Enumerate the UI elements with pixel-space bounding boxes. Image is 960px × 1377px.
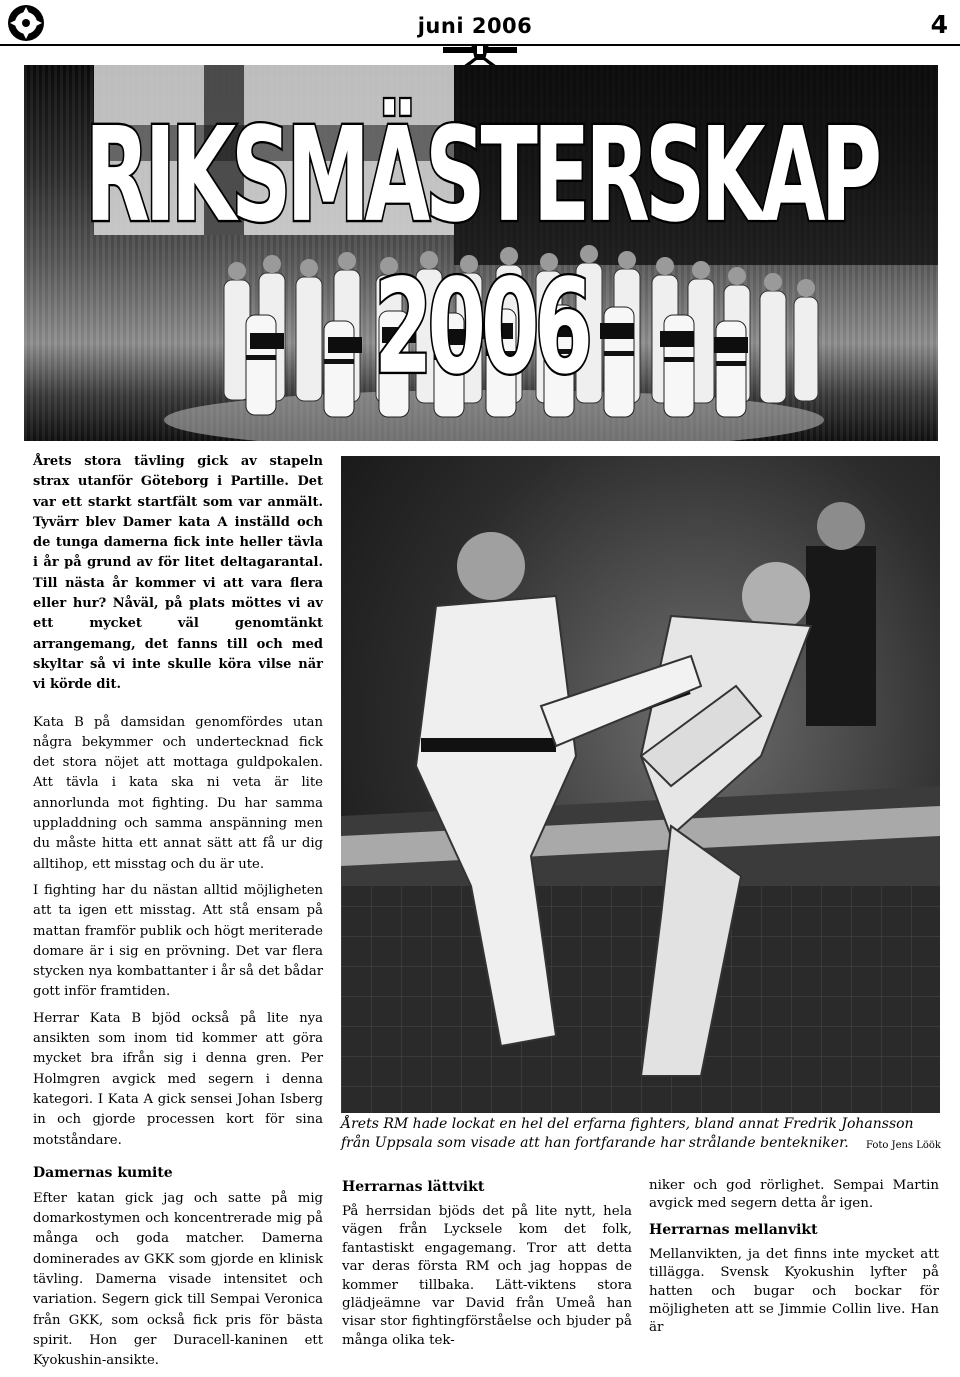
kyokushin-kanku-icon [4,3,62,43]
fight-action-photo [341,456,940,1113]
caption-text: Årets RM hade lockat en hel del erfarna fighters, bland annat Fredrik Johansson från Uppsala som visade att han fortfarande har strålande bentekniker. [341,1116,914,1151]
headline-title: RIKSMÄSTERSKAP 2006 [84,99,878,403]
black-belt-knot-icon [443,40,517,66]
article-paragraph: I fighting har du nästan alltid möjligheten att ta igen ett misstag. Att stå ensam på mattan framför publik och högt meriterade domare är i sig en prövning. Det var flera stycken nya kombattanter i år så det bådar gott inför framtiden. [33,882,323,1000]
article-column-middle [342,1177,632,1356]
article-intro: Årets stora tävling gick av stapeln strax utanför Göteborg i Partille. Det var ett starkt startfält som var anmält. Tyvärr blev Damer kata A inställd och de tunga damerna fick inte heller tävla i år på grund av för litet deltagarantal. Till nästa år kommer vi att vara flera eller hur? Nåväl, på plats möttes vi av ett mycket väl genomtänkt arrangemang, det fanns till och med skyltar så vi inte skulle köra vilse när vi körde dit. [33,454,323,693]
article-paragraph: Kata B på damsidan genomfördes utan några bekymmer och undertecknad fick det stora nöjet att mottaga guldpokalen. Att tävla i kata ska ni veta är lite annorlunda mot fighting. Du har samma uppladdning och samma anspänning men du måste hitta ett annat sätt att få ur dig alltihop, ett misstag och du är ute. [33,714,323,872]
issue-date: juni 2006 [417,14,533,38]
article-column-left [33,452,323,1377]
article-paragraph: Efter katan gick jag och satte på mig domarkostymen och koncentrerade mig på många och goda matcher. Damerna dominerades av GKK som gjorde en klinisk tävling. Damerna visade intensitet och variation. Segern gick till Sempai Veronica från GKK, som också fick pris för bästa spirit. Hon ger Duracell-kaninen ett Kyokushin-ansikte. [33,1190,323,1369]
damernas-kumite-heading: Damernas kumite [33,1164,173,1181]
article-column-right [649,1177,939,1344]
team-lineup-photo [24,65,938,441]
photo-caption [341,1115,941,1155]
article-paragraph: Herrar Kata B bjöd också på lite nya ansikten som inom tid kommer att göra mycket bra ifrån sig i denna gren. Per Holmgren avgick med segern i denna kategori. I Kata A gick sensei Johan Isberg in och gjorde processen kort för sina motståndare. [33,1010,323,1148]
article-paragraph: niker och god rörlighet. Sempai Martin avgick med segern detta år igen. [649,1178,939,1212]
article-paragraph: Mellanvikten, ja det finns inte mycket att tillägga. Svensk Kyokushin lyfter på hatten och bugar och bockar för möjligheten att se Jimmie Collin live. Han är [649,1246,939,1336]
photo-credit: Foto Jens Löök [865,1140,941,1151]
page-number: 4 [930,10,948,39]
article-paragraph: På herrsidan bjöds det på lite nytt, hela vägen från Lycksele kom det folk, fantastiskt engagemang. Tror att detta var deras första RM och jag hoppas de kommer tillbaka. Lätt-viktens stora glädjeämne var David från Umeå han visar stor fightingförståelse och bjuder på många olika tek- [342,1204,632,1348]
herrarnas-lattvikt-heading: Herrarnas lättvikt [342,1179,485,1195]
herrarnas-mellanvikt-heading: Herrarnas mellanvikt [649,1221,818,1238]
